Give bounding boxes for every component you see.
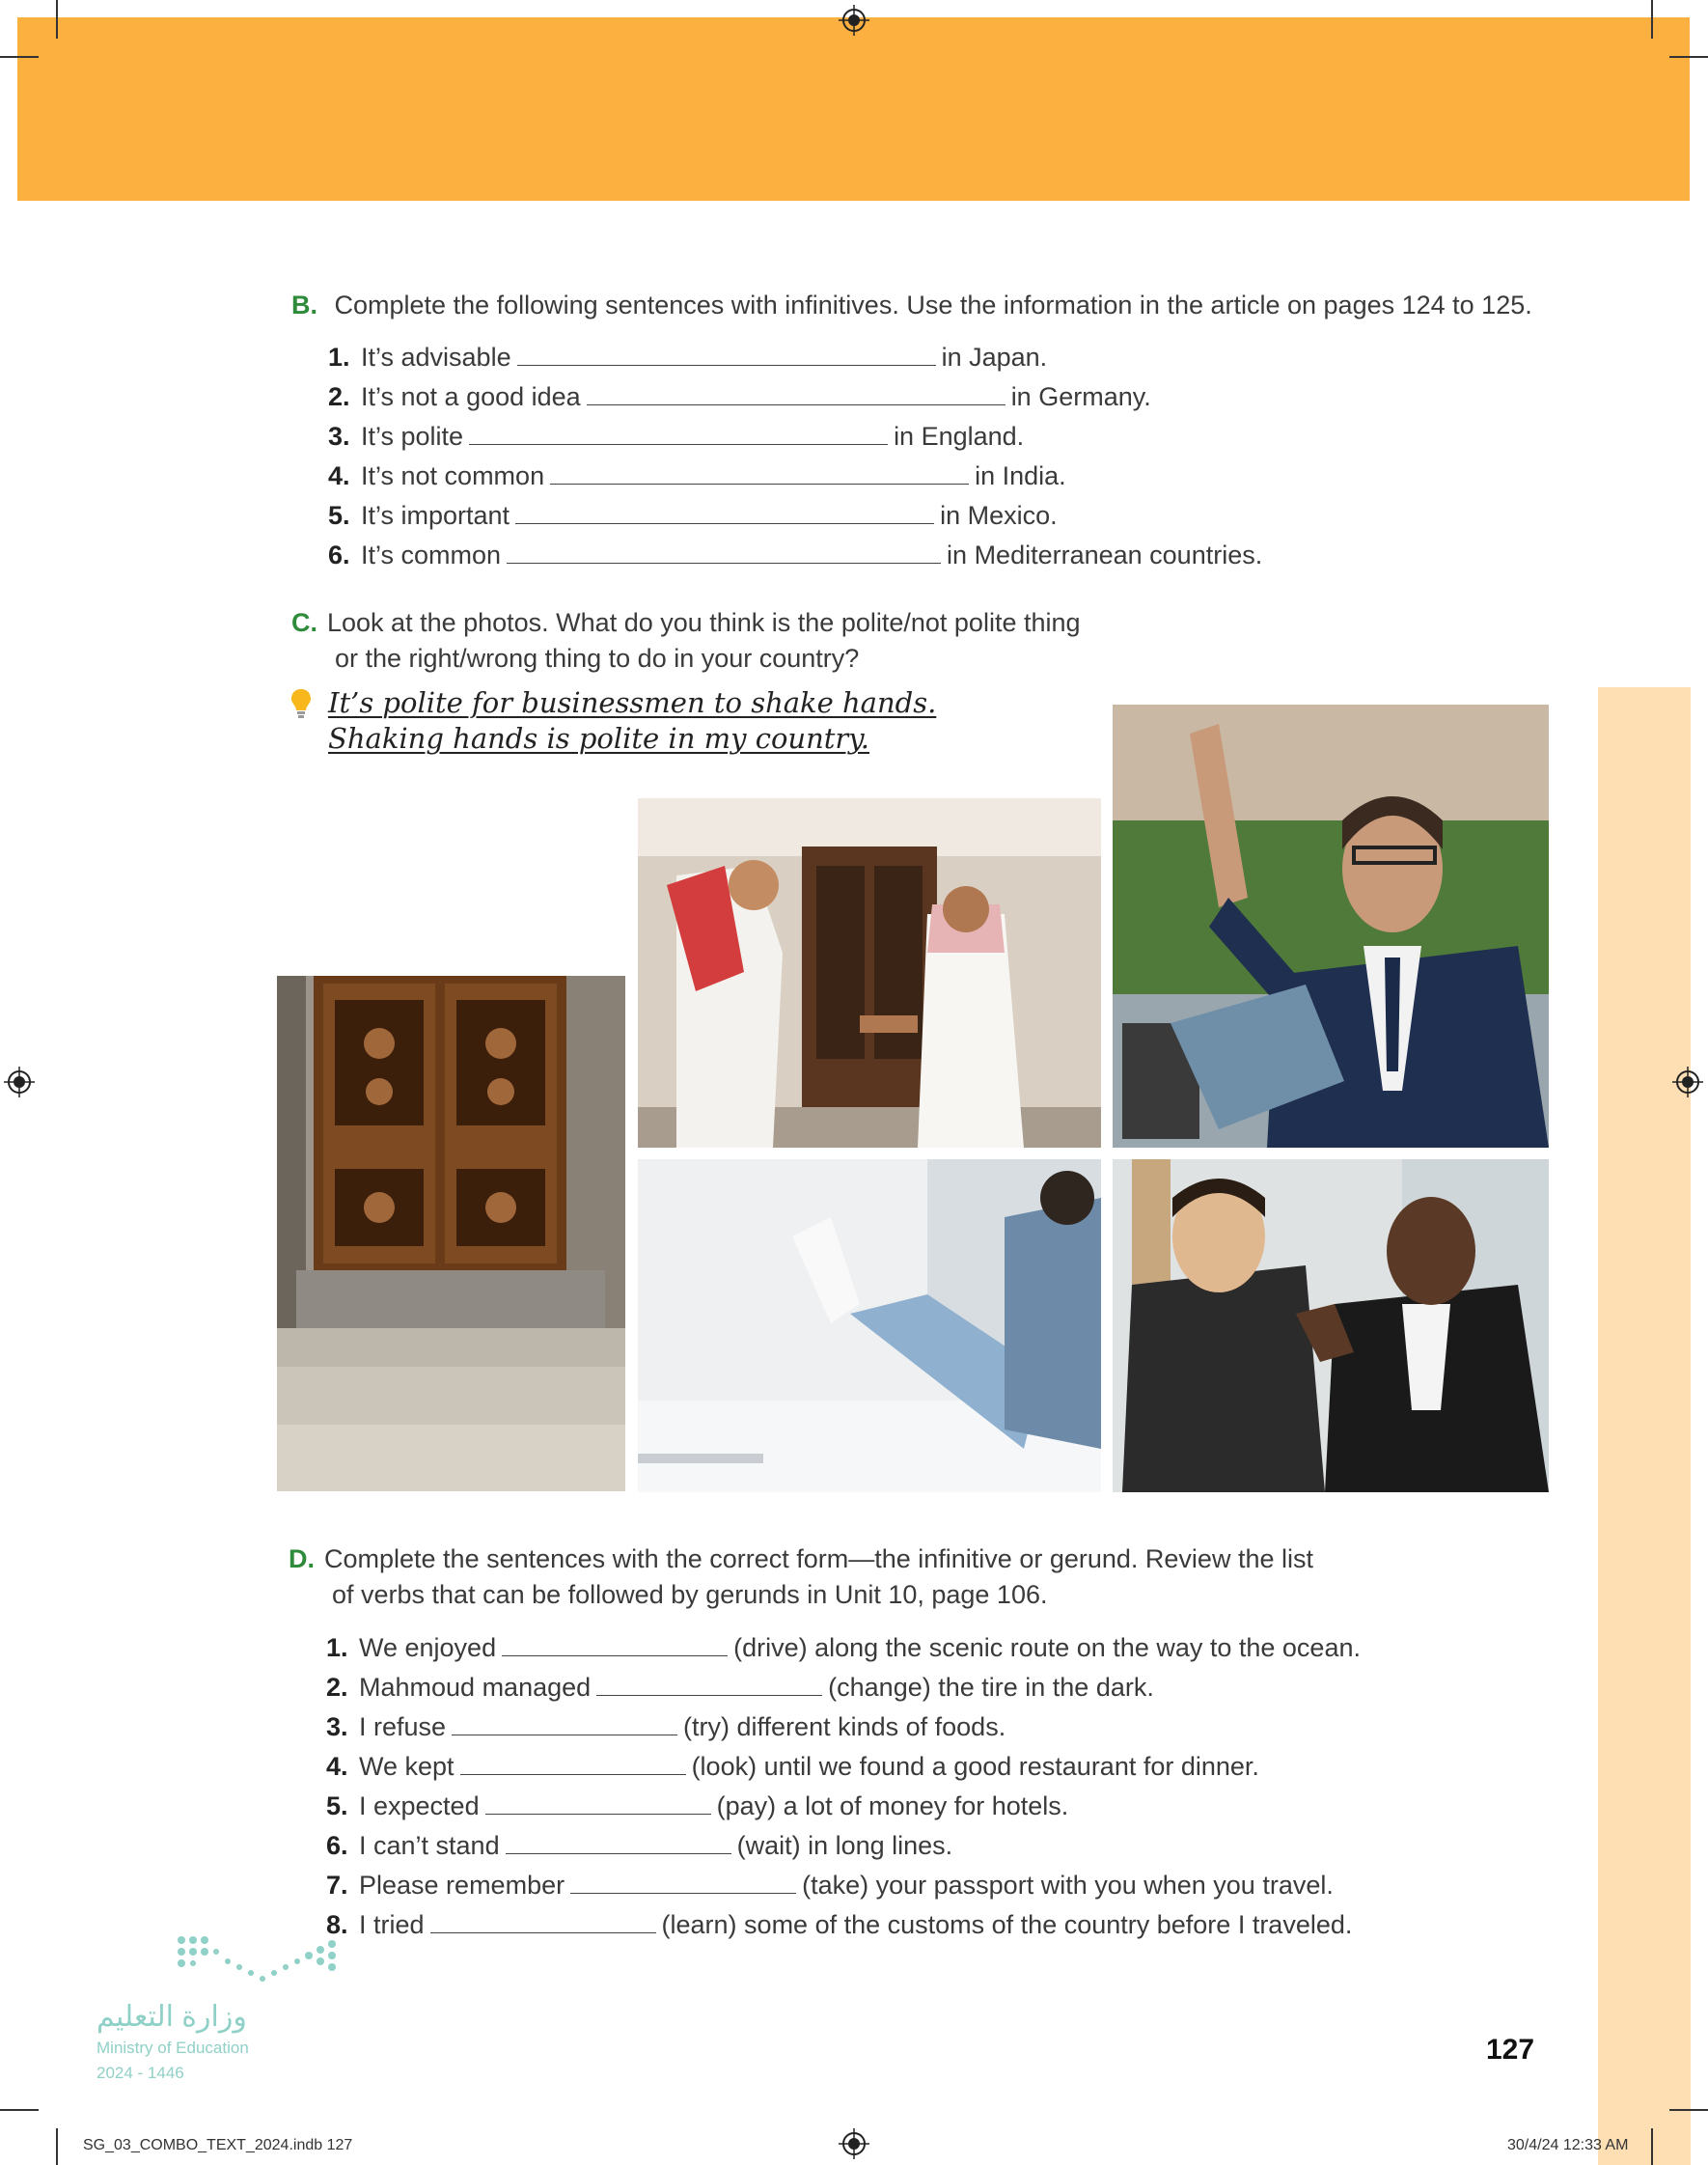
answer-blank[interactable] bbox=[570, 1870, 796, 1894]
ministry-english-name: Ministry of Education bbox=[96, 2039, 249, 2057]
answer-blank[interactable] bbox=[550, 460, 969, 485]
answer-blank[interactable] bbox=[596, 1672, 822, 1696]
answer-blank[interactable] bbox=[460, 1751, 686, 1775]
list-item: 5. I expected (pay) a lot of money for hotels. bbox=[326, 1791, 1069, 1820]
example-answer: It’s polite for businessmen to shake hands. Shaking hands is polite in my country. bbox=[328, 686, 937, 755]
crop-mark bbox=[1651, 0, 1653, 39]
list-item: 2. Mahmoud managed (change) the tire in the dark. bbox=[326, 1673, 1154, 1702]
list-item: 8. I tried (learn) some of the customs of the country before I traveled. bbox=[326, 1910, 1353, 1939]
list-item: 7. Please remember (take) your passport with you when you travel. bbox=[326, 1871, 1334, 1900]
header-band bbox=[17, 17, 1690, 201]
crop-mark bbox=[56, 0, 58, 39]
answer-blank[interactable] bbox=[587, 381, 1006, 405]
list-item: 5. It’s important in Mexico. bbox=[328, 501, 1058, 530]
answer-blank[interactable] bbox=[485, 1790, 711, 1815]
photo-man-raising-hand bbox=[1113, 705, 1549, 1148]
answer-blank[interactable] bbox=[507, 540, 941, 564]
photo-feet-on-desk bbox=[638, 1159, 1101, 1492]
list-item: 6. It’s common in Mediterranean countries. bbox=[328, 541, 1263, 569]
registration-mark-icon bbox=[4, 1067, 35, 1097]
ministry-arabic-name: وزارة التعليم bbox=[96, 2001, 247, 2033]
answer-blank[interactable] bbox=[502, 1632, 728, 1656]
list-item: 1. It’s advisable in Japan. bbox=[328, 343, 1048, 372]
crop-mark bbox=[1669, 56, 1708, 58]
list-item: 4. We kept (look) until we found a good restaurant for dinner. bbox=[326, 1752, 1259, 1781]
answer-blank[interactable] bbox=[452, 1711, 677, 1735]
crop-mark bbox=[56, 2128, 58, 2165]
ministry-logo-dots-icon bbox=[174, 1932, 347, 1990]
registration-mark-icon bbox=[839, 2128, 869, 2159]
photo-wooden-door bbox=[277, 976, 625, 1491]
section-d-letter: D. bbox=[289, 1544, 315, 1573]
section-b-letter: B. bbox=[291, 291, 317, 319]
section-d-list bbox=[326, 1628, 1581, 1945]
page-number: 127 bbox=[1486, 2034, 1535, 2066]
footer-file-name: SG_03_COMBO_TEXT_2024.indb 127 bbox=[83, 2137, 353, 2153]
answer-blank[interactable] bbox=[517, 342, 936, 366]
section-c-instruction: C. Look at the photos. What do you think is the polite/not polite thing or the right/wrong thing to do in your country? bbox=[291, 608, 1081, 673]
ministry-year: 2024 - 1446 bbox=[96, 2064, 184, 2082]
answer-blank[interactable] bbox=[506, 1830, 731, 1854]
answer-blank[interactable] bbox=[469, 421, 888, 445]
crop-mark bbox=[0, 2109, 39, 2111]
photo-men-arguing bbox=[1113, 1159, 1549, 1492]
section-b-list bbox=[328, 338, 1583, 575]
list-item: 2. It’s not a good idea in Germany. bbox=[328, 382, 1151, 411]
list-item: 6. I can’t stand (wait) in long lines. bbox=[326, 1831, 953, 1860]
registration-mark-icon bbox=[839, 5, 869, 36]
lightbulb-icon bbox=[289, 687, 313, 720]
side-band bbox=[1598, 687, 1691, 2165]
list-item: 3. I refuse (try) different kinds of foods. bbox=[326, 1712, 1006, 1741]
section-d-instruction: D. Complete the sentences with the correct form—the infinitive or gerund. Review the list of verbs that can be followed by gerunds in Unit 10, page 106. bbox=[289, 1544, 1313, 1609]
crop-mark bbox=[0, 56, 39, 58]
section-c-letter: C. bbox=[291, 608, 317, 637]
registration-mark-icon bbox=[1672, 1067, 1703, 1097]
answer-blank[interactable] bbox=[515, 500, 934, 524]
list-item: 3. It’s polite in England. bbox=[328, 422, 1025, 451]
list-item: 1. We enjoyed (drive) along the scenic route on the way to the ocean. bbox=[326, 1633, 1361, 1662]
crop-mark bbox=[1651, 2128, 1653, 2165]
list-item: 4. It’s not common in India. bbox=[328, 461, 1066, 490]
answer-blank[interactable] bbox=[430, 1909, 656, 1933]
photo-handshake bbox=[638, 798, 1101, 1148]
footer-date: 30/4/24 12:33 AM bbox=[1507, 2137, 1629, 2153]
section-b-instruction: B. Complete the following sentences with infinitives. Use the information in the article on pages 124 to 125. bbox=[291, 291, 1532, 319]
crop-mark bbox=[1669, 2109, 1708, 2111]
